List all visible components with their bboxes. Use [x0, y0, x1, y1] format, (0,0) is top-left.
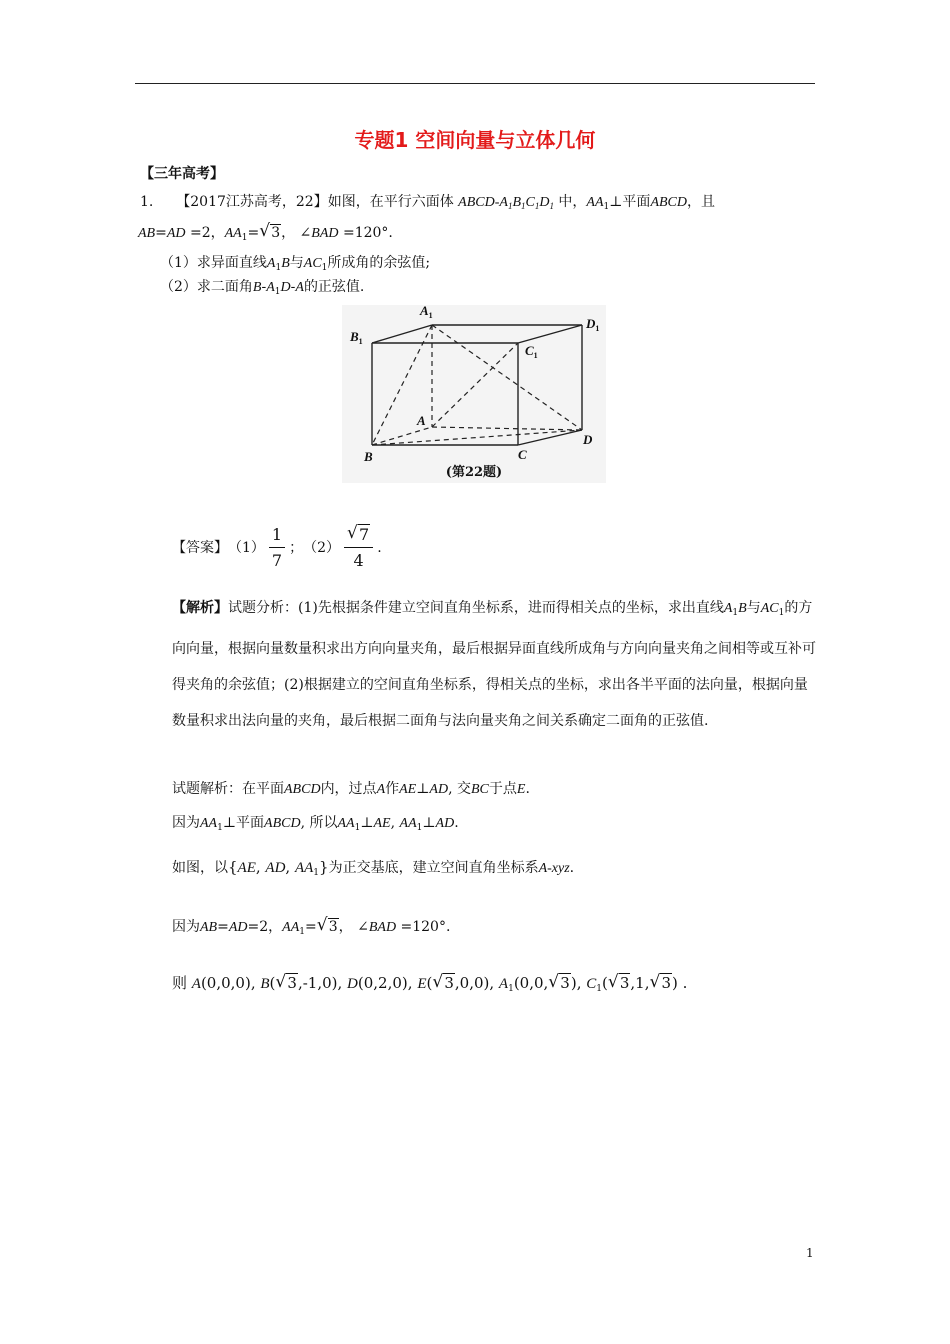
- answer-fraction-1: $\frac{1}{7}$: [269, 524, 285, 572]
- problem-given: AB=AD =2，$AA_1=√$ 3， ∠BAD =120°.: [138, 222, 393, 249]
- question-2: （2）求二面角$B-A_1D-A$的正弦值.: [160, 279, 365, 297]
- label-D1: $D_1$: [586, 316, 600, 333]
- line-A1D: [432, 325, 582, 430]
- problem-line-1: [140, 191, 715, 218]
- analysis-label: 【解析】: [172, 600, 228, 616]
- page-title: 专题1 空间向量与立体几何: [354, 128, 596, 152]
- problem-number: 1.: [140, 194, 154, 210]
- problem-source: 【2017江苏高考，22】如图，在平行六面体: [176, 194, 454, 210]
- page-number: 1: [806, 1246, 814, 1260]
- section-label: 【三年高考】: [140, 166, 224, 182]
- problem-solid: ABCD-$A_1B_1C_1D_1$: [458, 195, 554, 211]
- answer-line: [172, 524, 382, 572]
- solution-line-5: 则 A(0,0,0), B(√ 3,-1,0), D(0,2,0), E(√ 3,0,0), $A_1(0,0,√$ 3), $C_1(√$ 3,1,√ 3) .: [172, 972, 687, 994]
- label-B: B: [364, 449, 373, 464]
- solution-line-4: 因为AB=AD=2，$AA_1=√$ 3， ∠BAD =120°.: [172, 916, 450, 943]
- header-rule: [135, 83, 815, 84]
- line-AC1: [432, 343, 518, 427]
- answer-end: .: [377, 540, 382, 556]
- answer-part1: （1）: [228, 540, 265, 556]
- answer-part2: （2）: [303, 540, 341, 556]
- edge-CD: [518, 430, 582, 445]
- edge-C1D1: [518, 325, 582, 343]
- label-C1: $C_1$: [525, 343, 538, 360]
- solution-line-2: 因为$AA_1\perp$平面ABCD, 所以$AA_1\perp AE$, $AA_1\perp AD$.: [172, 815, 459, 833]
- question-1: （1）求异面直线$A_1B$与$AC_1$所成角的余弦值;: [160, 255, 431, 273]
- solution-line-1: 试题解析：在平面ABCD内，过点A作AE⊥AD, 交BC于点E.: [172, 781, 530, 797]
- analysis-paragraph: 【解析】试题分析：(1)先根据条件建立空间直角坐标系，进而得相关点的坐标，求出直线$A_1B$与$AC_1$的方向向量，根据向量数量积求出方向向量夹角，最后根据异面直线所成角与方向向量夹角之间相等或互补可得夹角的余弦值；(2)根据建立的空间直角坐标系，得相关点的坐标，求出各半平面的法向量，根据向量数量积求出法向量的夹角，最后根据二面角与法向量夹角之间关系确定二面角的正弦值.: [172, 600, 816, 729]
- parallelepiped-figure: [342, 305, 606, 483]
- label-C: C: [518, 447, 527, 462]
- problem-line1-tail: 中，$AA_1\perp$平面ABCD，且: [558, 194, 715, 212]
- edge-B1A1: [372, 325, 432, 343]
- label-B1: $B_1$: [350, 329, 363, 346]
- answer-fraction-2: √ $\frac{7}{4}$: [344, 524, 373, 572]
- edge-AD: [432, 427, 582, 430]
- label-D: D: [583, 432, 593, 447]
- label-A1: $A_1$: [420, 303, 433, 320]
- figure-drawing: [342, 305, 606, 483]
- answer-sep: ；: [289, 540, 304, 556]
- figure-caption: (第22题): [445, 465, 503, 480]
- label-A: A: [417, 413, 426, 428]
- solution-line-3: 如图，以{AE, AD, $AA_1$}为正交基底，建立空间直角坐标系A-xyz.: [172, 858, 575, 878]
- answer-label: 【答案】: [172, 540, 228, 556]
